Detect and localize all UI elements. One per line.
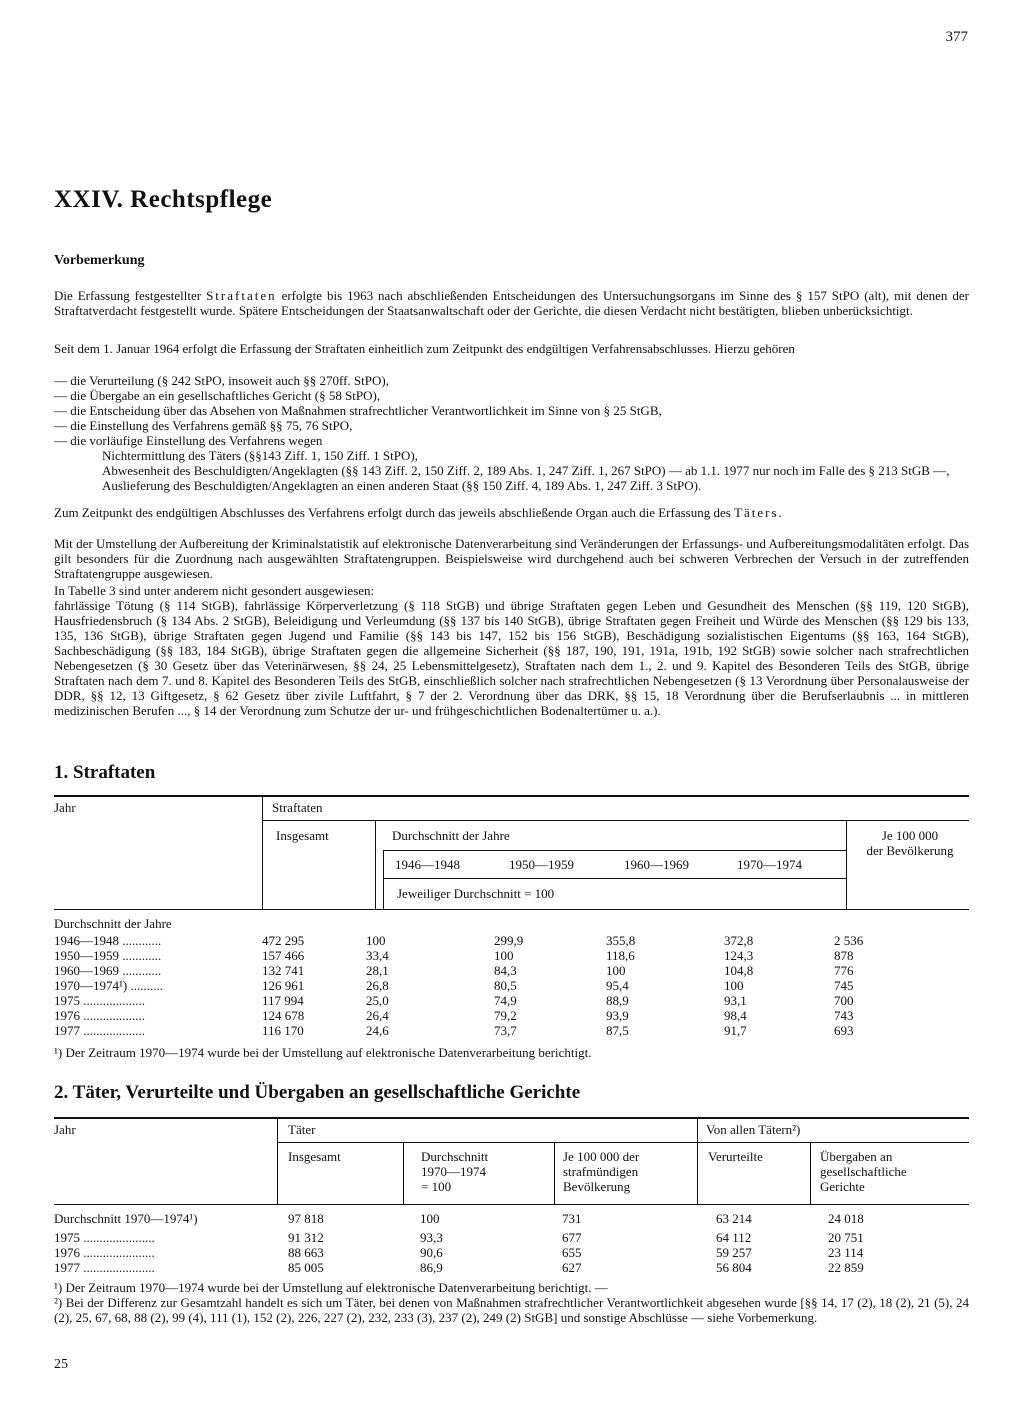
intro-paragraph-3: Zum Zeitpunkt des endgültigen Abschlusses des Verfahrens erfolgt durch das jeweils abschließende Organ auch die Erfassung des Täters.	[54, 505, 782, 520]
table-row	[54, 1230, 928, 1245]
table-cell: 20 751	[828, 1230, 864, 1245]
table-cell: 93,9	[606, 1008, 629, 1023]
table-cell: 299,9	[494, 933, 524, 948]
divider	[375, 821, 376, 909]
table-cell: 100	[494, 948, 514, 963]
divider	[383, 878, 846, 879]
table-cell: 86,9	[420, 1260, 443, 1275]
table-row	[54, 1023, 898, 1038]
divider	[383, 850, 384, 909]
table1-title: 1. Straftaten	[54, 762, 156, 783]
table-cell: 116 170	[262, 1023, 304, 1038]
chapter-title: XXIV. Rechtspflege	[54, 186, 273, 213]
table-cell: 73,7	[494, 1023, 517, 1038]
col-head-insgesamt: Insgesamt	[288, 1149, 341, 1164]
col-head-base: Jeweiliger Durchschnitt = 100	[397, 886, 555, 901]
intro-paragraph-1: Die Erfassung festgestellter Straftaten erfolgte bis 1963 nach abschließenden Entscheidungen des Untersuchungsorgans im Sinne des § 157 StPO (alt), mit denen der Straftatverdacht festgestellt wurde. Spätere Entscheidungen der Staatsanwaltschaft oder der Gerichte, die diesen Verdacht nicht bestätigten, blieben unberücksichtigt.	[54, 288, 969, 318]
footnote-1: ¹) Der Zeitraum 1970—1974 wurde bei der Umstellung auf elektronische Datenverarbeitung berichtigt. —	[54, 1280, 608, 1295]
table-cell: 98,4	[724, 1008, 747, 1023]
group-label: Durchschnitt der Jahre	[54, 916, 172, 931]
table-cell: 677	[562, 1230, 582, 1245]
table-cell: 124,3	[724, 948, 754, 963]
table-cell: 117 994	[262, 993, 304, 1008]
col-head-straftaten: Straftaten	[272, 800, 323, 815]
table-cell: 100	[606, 963, 626, 978]
col-head-period: 1970—1974	[737, 857, 802, 872]
table-cell: 74,9	[494, 993, 517, 1008]
page-number: 377	[945, 29, 968, 45]
table-cell: 22 859	[828, 1260, 864, 1275]
table-cell: 56 804	[716, 1260, 752, 1275]
col-head-uebergaben: Übergaben an gesellschaftliche Gerichte	[820, 1149, 907, 1194]
table-cell: 124 678	[262, 1008, 305, 1023]
row-label: 1977 ......................	[54, 1260, 155, 1275]
col-head-verurteilte: Verurteilte	[708, 1149, 763, 1164]
divider	[277, 1142, 969, 1143]
table-cell: 700	[834, 993, 854, 1008]
table2-body	[54, 1211, 928, 1275]
col-head-period: 1960—1969	[624, 857, 689, 872]
table2-footnotes	[54, 1280, 969, 1325]
list-item: — die Einstellung des Verfahrens gemäß §§ 75, 76 StPO,	[54, 418, 353, 433]
row-label: 1960—1969 ............	[54, 963, 162, 978]
table-cell: 104,8	[724, 963, 754, 978]
row-label: 1950—1959 ............	[54, 948, 162, 963]
intro-heading: Vorbemerkung	[54, 253, 145, 268]
table-cell: 355,8	[606, 933, 636, 948]
table1-footnote: ¹) Der Zeitraum 1970—1974 wurde bei der Umstellung auf elektronische Datenverarbeitung berichtigt.	[54, 1045, 592, 1060]
table-cell: 776	[834, 963, 854, 978]
table-cell: 472 295	[262, 933, 305, 948]
intro-paragraph-5	[54, 583, 969, 718]
table-cell: 85 005	[288, 1260, 324, 1275]
table-cell: 80,5	[494, 978, 517, 993]
table-cell: 126 961	[262, 978, 305, 993]
table-row	[54, 993, 898, 1008]
list-item: — die Verurteilung (§ 242 StPO, insoweit auch §§ 270ff. StPO),	[54, 373, 389, 388]
table-cell: 91 312	[288, 1230, 324, 1245]
table2-title: 2. Täter, Verurteilte und Übergaben an gesellschaftliche Gerichte	[54, 1082, 581, 1103]
table1-body	[54, 933, 898, 1038]
divider	[54, 1204, 969, 1205]
table-cell: 24 018	[828, 1211, 864, 1226]
table-cell: 93,3	[420, 1230, 443, 1245]
table-row	[54, 963, 898, 978]
divider	[554, 1143, 555, 1204]
table-cell: 26,8	[366, 978, 389, 993]
divider	[54, 1117, 969, 1119]
divider	[846, 821, 847, 909]
col-head-durchschnitt: Durchschnitt 1970—1974 = 100	[421, 1149, 489, 1194]
table-cell: 63 214	[716, 1211, 752, 1226]
table-cell: 59 257	[716, 1245, 752, 1260]
sub-list-item: Auslieferung des Beschuldigten/Angeklagten an einen anderen Staat (§§ 150 Ziff. 4, 189 Abs. 1, 247 Ziff. 3 StPO).	[102, 478, 702, 493]
table-row	[54, 1245, 928, 1260]
divider	[54, 795, 969, 797]
table-cell: 88 663	[288, 1245, 324, 1260]
table-cell: 157 466	[262, 948, 305, 963]
table-cell: 87,5	[606, 1023, 629, 1038]
row-label: Durchschnitt 1970—1974¹)	[54, 1211, 198, 1226]
table-cell: 745	[834, 978, 854, 993]
divider	[810, 1143, 811, 1204]
col-head-von-allen: Von allen Tätern²)	[706, 1122, 801, 1137]
table-cell: 731	[562, 1211, 582, 1226]
table-row	[54, 1008, 898, 1023]
table-cell: 95,4	[606, 978, 629, 993]
footnote-2: ²) Bei der Differenz zur Gesamtzahl handelt es sich um Täter, bei denen von Maßnahmen strafrechtlicher Verantwortlichkeit abgesehen wurde [§§ 14, 17 (2), 18 (2), 21 (5), 24 (2), 25, 67, 68, 88 (2), 99 (4), 111 (1), 152 (2), 226, 227 (2), 232, 233 (3), 237 (2), 249 (2) StGB] und sonstige Abschlüsse — siehe Vorbemerkung.	[54, 1295, 969, 1325]
table-row	[54, 948, 898, 963]
col-head-je: Je 100 000 der strafmündigen Bevölkerung	[563, 1149, 640, 1194]
list-item: — die vorläufige Einstellung des Verfahrens wegen	[54, 433, 323, 448]
divider	[403, 1143, 404, 1204]
list-item: — die Übergabe an ein gesellschaftliches Gericht (§ 58 StPO),	[54, 388, 381, 403]
table-cell: 878	[834, 948, 854, 963]
col-head-taeter: Täter	[288, 1122, 316, 1137]
col-head-je: Je 100 000 der Bevölkerung	[866, 828, 954, 858]
table-cell: 25,0	[366, 993, 389, 1008]
table-cell: 28,1	[366, 963, 389, 978]
table-cell: 91,7	[724, 1023, 747, 1038]
col-head-period: 1950—1959	[509, 857, 574, 872]
divider	[262, 820, 969, 821]
sub-list-item: Abwesenheit des Beschuldigten/Angeklagten (§§ 143 Ziff. 2, 150 Ziff. 2, 189 Abs. 1, 247 Ziff. 1, 267 StPO) — ab 1.1. 1977 nur noch im Falle des § 213 StGB —,	[102, 463, 950, 478]
col-head-jahr: Jahr	[54, 1122, 76, 1137]
table-cell: 693	[834, 1023, 854, 1038]
table-cell: 118,6	[606, 948, 635, 963]
table-cell: 97 818	[288, 1211, 324, 1226]
bottom-mark: 25	[54, 1357, 68, 1372]
table-cell: 100	[420, 1211, 440, 1226]
row-label: 1946—1948 ............	[54, 933, 162, 948]
table-cell: 79,2	[494, 1008, 517, 1023]
intro-paragraph-2: Seit dem 1. Januar 1964 erfolgt die Erfassung der Straftaten einheitlich zum Zeitpunkt des endgültigen Verfahrensabschlusses. Hierzu gehören	[54, 341, 795, 356]
row-label: 1977 ...................	[54, 1023, 145, 1038]
col-head-durchschnitt: Durchschnitt der Jahre	[392, 828, 510, 843]
col-head-jahr: Jahr	[54, 800, 76, 815]
divider	[697, 1119, 698, 1204]
col-head-insgesamt: Insgesamt	[276, 828, 329, 843]
table-cell: 372,8	[724, 933, 754, 948]
table-row	[54, 1211, 928, 1230]
divider	[262, 797, 263, 909]
intro-paragraph-4: Mit der Umstellung der Aufbereitung der Kriminalstatistik auf elektronische Datenverarbeitung sind Veränderungen der Erfassungs- und Aufbereitungsmodalitäten erfolgt. Das gilt besonders für die Zuordnung nach ausgewählten Straftatengruppen. Beispielsweise wird durchgehend auch bei schweren Verbrechen der Versuch in der zutreffenden Straftatengruppe ausgewiesen.	[54, 536, 969, 581]
table-row	[54, 933, 898, 948]
paragraph-heading: In Tabelle 3 sind unter anderem nicht gesondert ausgewiesen:	[54, 583, 375, 598]
table-cell: 84,3	[494, 963, 517, 978]
col-head-period: 1946—1948	[395, 857, 460, 872]
procedure-list	[54, 373, 969, 493]
table-cell: 64 112	[716, 1230, 752, 1245]
list-item: — die Entscheidung über das Absehen von Maßnahmen strafrechtlicher Verantwortlichkeit im Sinne von § 25 StGB,	[54, 403, 662, 418]
table-cell: 88,9	[606, 993, 629, 1008]
divider	[54, 909, 969, 910]
table-cell: 33,4	[366, 948, 389, 963]
table-row	[54, 978, 898, 993]
row-label: 1970—1974¹) ..........	[54, 978, 163, 993]
table-cell: 655	[562, 1245, 582, 1260]
paragraph-body: fahrlässige Tötung (§ 114 StGB), fahrlässige Körperverletzung (§ 118 StGB) und übrige Straftaten gegen Leben und Gesundheit des Menschen (§§ 119, 120 StGB), Hausfriedensbruch (§ 134 Abs. 2 StGB), Beleidigung und Verleumdung (§§ 137 bis 140 StGB), übrige Straftaten gegen Freiheit und Würde des Menschen (§§ 129 bis 133, 135, 136 StGB), übrige Straftaten gegen Jugend und Familie (§§ 143 bis 147, 152 bis 156 StGB), Beschädigung sozialistischen Eigentums (§§ 163, 164 StGB), Sachbeschädigung (§§ 183, 184 StGB), übrige Straftaten gegen die allgemeine Sicherheit (§§ 187, 190, 191, 191a, 191b, 192 StGB) sowie solcher nach strafrechtlichen Nebengesetzen (§ 30 Gesetz über das Veterinärwesen, §§ 24, 25 Lebensmittelgesetz), Straftaten nach dem 1., 2. und 9. Kapitel des Besonderen Teils des StGB, übrige Straftaten nach dem 7. und 8. Kapitel des Besonderen Teils des StGB, einschließlich solcher nach strafrechtlichen Nebengesetzen (§ 13 Verordnung über Personalausweise der DDR, §§ 12, 13 Giftgesetz, § 62 Gesetz über zivile Luftfahrt, § 7 der 2. Verordnung über das DRK, §§ 15, 18 Verordnung über die Berufserlaubnis ... in mittleren medizinischen Berufen ..., § 14 der Verordnung zum Schutze der ur- und frühgeschichtlichen Bodenaltertümer u. a.).	[54, 598, 969, 718]
table-cell: 24,6	[366, 1023, 389, 1038]
table-cell: 2 536	[834, 933, 864, 948]
table-cell: 23 114	[828, 1245, 864, 1260]
table-cell: 90,6	[420, 1245, 443, 1260]
table-cell: 743	[834, 1008, 854, 1023]
divider	[277, 1119, 278, 1204]
table-row	[54, 1260, 928, 1275]
table-cell: 26,4	[366, 1008, 389, 1023]
table-cell: 132 741	[262, 963, 305, 978]
row-label: 1975 ...................	[54, 993, 145, 1008]
row-label: 1976 ...................	[54, 1008, 145, 1023]
table-cell: 100	[366, 933, 386, 948]
divider	[383, 850, 846, 851]
row-label: 1976 ......................	[54, 1245, 155, 1260]
row-label: 1975 ......................	[54, 1230, 155, 1245]
table-cell: 627	[562, 1260, 582, 1275]
table-cell: 100	[724, 978, 744, 993]
sub-list-item: Nichtermittlung des Täters (§§143 Ziff. 1, 150 Ziff. 1 StPO),	[102, 448, 418, 463]
table-cell: 93,1	[724, 993, 747, 1008]
